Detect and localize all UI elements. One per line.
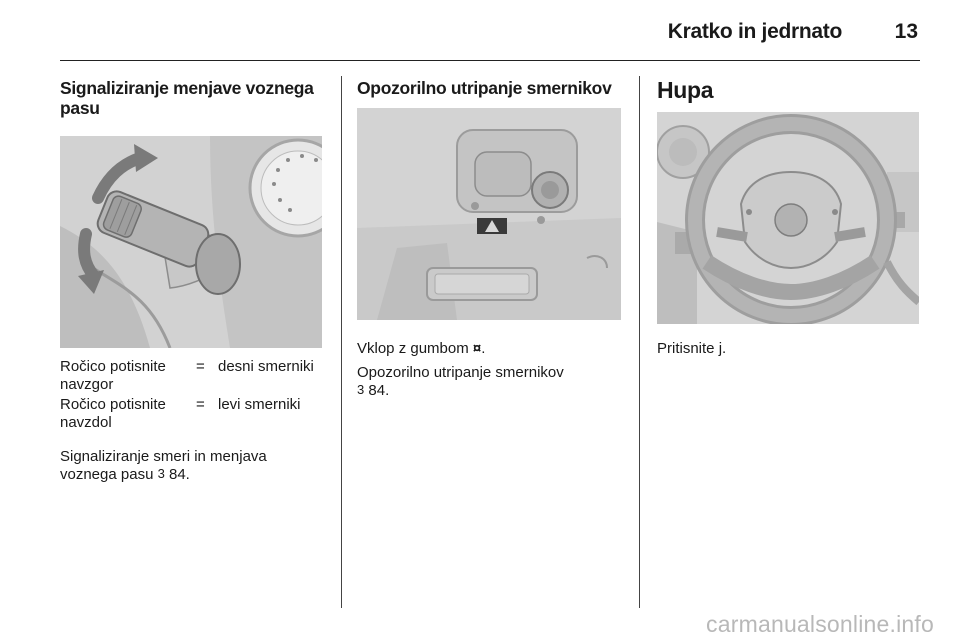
- page-header: [60, 18, 920, 61]
- section-heading: Signaliziranje menjave voznega pasu: [60, 78, 314, 118]
- header-title: Kratko in jedrnato: [667, 20, 842, 43]
- hazard-warning-section: [357, 78, 623, 400]
- section-heading: Hupa: [657, 77, 714, 103]
- page-ref-icon: 3: [357, 382, 365, 397]
- definition-desc: levi smerniki: [218, 396, 301, 413]
- page-number: 13: [894, 20, 918, 43]
- instruction-end: .: [481, 340, 486, 357]
- note-text: Opozorilno utripanje smernikov: [357, 364, 564, 381]
- note-text: Signaliziranje smeri in menjava voznega pasu: [60, 448, 267, 483]
- definition-equals: =: [196, 396, 205, 413]
- instruction-text: Pritisnite: [657, 340, 715, 357]
- definition-term: Ročico potisnite navzdol: [60, 396, 166, 431]
- column-divider-2: [639, 76, 640, 608]
- horn-section: [657, 78, 921, 358]
- horn-instruction: [657, 340, 921, 358]
- note-page-ref[interactable]: 84.: [168, 466, 190, 483]
- instruction-end: .: [722, 340, 727, 357]
- horn-icon: j: [718, 340, 723, 357]
- watermark: carmanualsonline.info: [706, 611, 934, 637]
- definition-term: Ročico potisnite navzgor: [60, 358, 166, 393]
- turn-signal-lever-figure: [60, 136, 322, 348]
- hazard-note: [357, 364, 597, 400]
- definition-row: [60, 358, 326, 394]
- definition-desc: desni smerniki: [218, 358, 314, 375]
- section-heading: Opozorilno utripanje smernikov: [357, 78, 612, 98]
- instruction-text: Vklop z gumbom: [357, 340, 469, 357]
- definition-row: [60, 396, 326, 432]
- hazard-switch-instruction: [357, 340, 623, 358]
- steering-wheel-figure: [657, 112, 919, 324]
- definition-equals: =: [196, 358, 205, 375]
- definition-table: [60, 358, 326, 432]
- page-ref-icon: 3: [157, 466, 165, 481]
- lane-change-note: [60, 448, 295, 484]
- hazard-button-figure: [357, 108, 621, 320]
- note-page-ref[interactable]: 84.: [368, 382, 390, 399]
- lane-change-section: [60, 78, 326, 484]
- hazard-warning-icon: ¤: [472, 340, 482, 357]
- column-divider-1: [341, 76, 342, 608]
